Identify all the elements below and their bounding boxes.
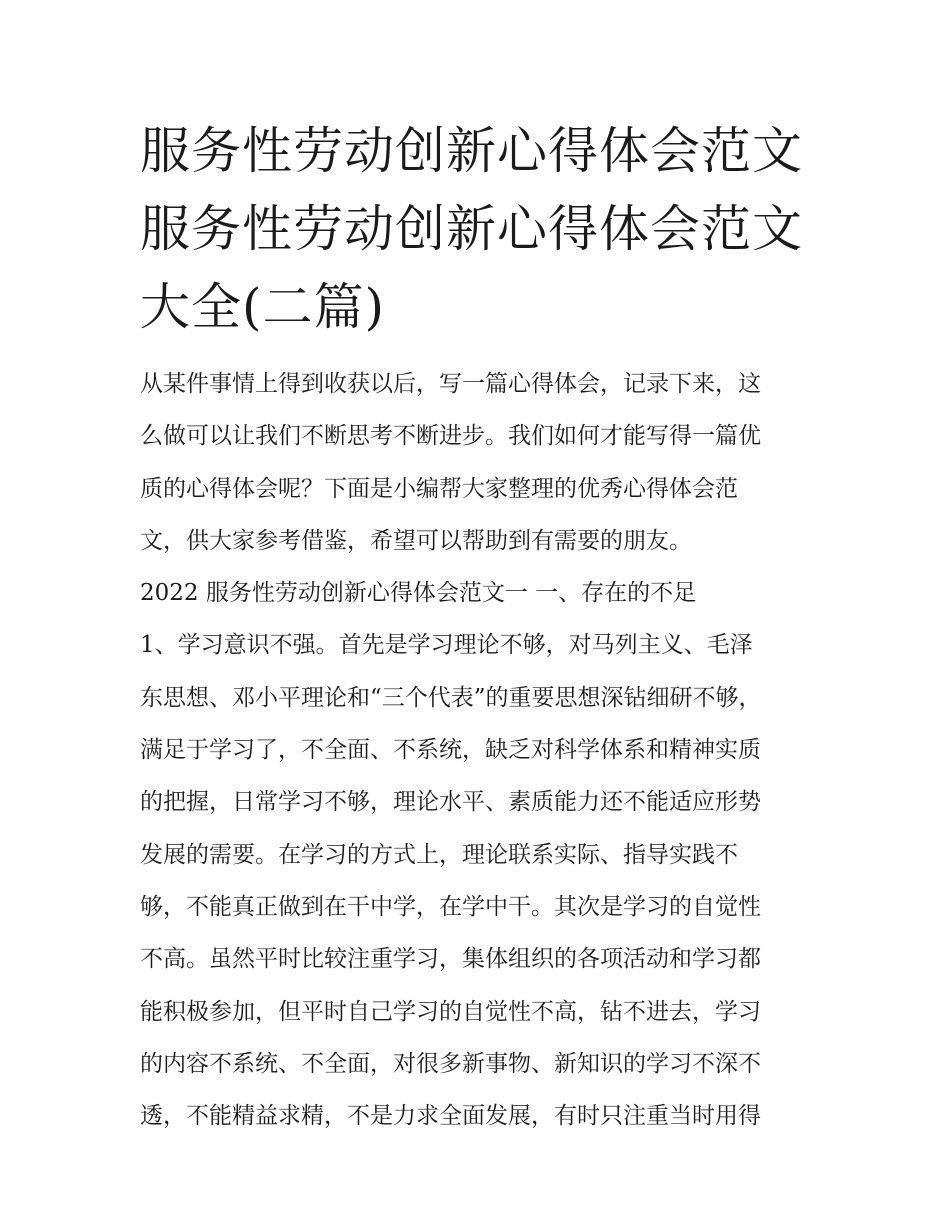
section-heading-line: 2022 服务性劳动创新心得体会范文一 一、存在的不足 [140, 580, 697, 607]
body-line: 文，供大家参考借鉴，希望可以帮助到有需要的朋友。 [140, 527, 692, 554]
body-line: 发展的需要。在学习的方式上，理论联系实际、指导实践不 [140, 841, 738, 868]
body-line: 透，不能精益求精，不是力求全面发展，有时只注重当时用得 [140, 1103, 761, 1130]
title-line: 服务性劳动创新心得体会范文 [140, 200, 803, 258]
title-line: 大全(二篇) [140, 278, 386, 336]
body-line: 够，不能真正做到在干中学，在学中干。其次是学习的自觉性 [140, 893, 761, 920]
body-line: 么做可以让我们不断思考不断进步。我们如何才能写得一篇优 [140, 423, 761, 450]
body-line: 1、学习意识不强。首先是学习理论不够，对马列主义、毛泽 [140, 632, 753, 659]
body-line: 质的心得体会呢？下面是小编帮大家整理的优秀心得体会范 [140, 475, 738, 502]
body-line: 满足于学习了，不全面、不系统，缺乏对科学体系和精神实质 [140, 737, 761, 764]
body-line: 的把握，日常学习不够，理论水平、素质能力还不能适应形势 [140, 789, 761, 816]
body-line: 的内容不系统、不全面，对很多新事物、新知识的学习不深不 [140, 1050, 761, 1077]
title-line: 服务性劳动创新心得体会范文 [140, 122, 803, 180]
body-line: 东思想、邓小平理论和“三个代表”的重要思想深钻细研不够， [140, 684, 762, 711]
document-title [140, 112, 820, 346]
body-line: 不高。虽然平时比较注重学习，集体组织的各项活动和学习都 [140, 946, 761, 973]
body-line: 能积极参加，但平时自己学习的自觉性不高，钻不进去，学习 [140, 998, 761, 1025]
body-line: 从某件事情上得到收获以后，写一篇心得体会，记录下来，这 [140, 371, 761, 397]
document-body [140, 358, 820, 1142]
